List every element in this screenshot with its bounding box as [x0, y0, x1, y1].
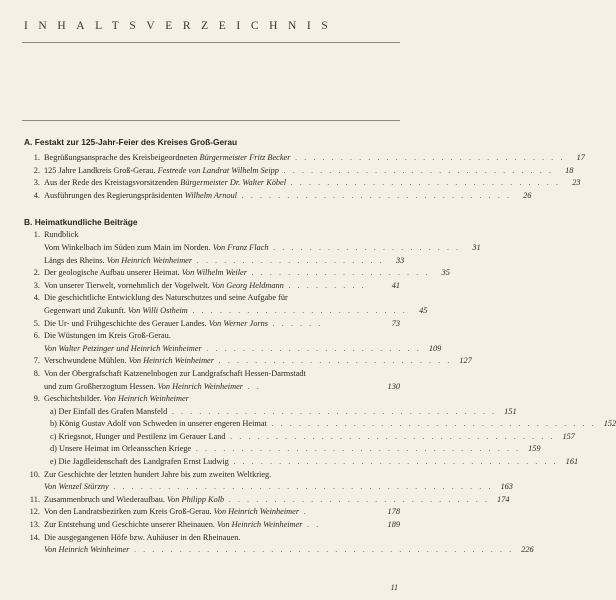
toc-entry: 1. Begrüßungsansprache des Kreisbeigeordneten Bürgermeister Fritz Becker . . . . . . . . . . . . . . . . . . . . . . . . . . . . . . 17	[24, 152, 400, 165]
entry-title: Rundblick	[44, 230, 79, 240]
entry-number: 12.	[29, 507, 40, 517]
entry-title: Gegenwart und Zukunft.	[44, 305, 128, 315]
entry-number: 13.	[29, 520, 40, 530]
entry-title: Zur Entstehung und Geschichte unserer Rheinauen.	[44, 520, 218, 530]
entry-page: 159	[528, 444, 541, 454]
entry-title: Zur Geschichte der letzten hundert Jahre bis zum zweiten Weltkrieg.	[44, 469, 272, 479]
entry-author: Wilhelm Arnoul	[184, 190, 237, 200]
entry-author: Von Georg Heldmann	[211, 280, 284, 290]
entry-title: Die geschichtliche Entwicklung des Naturschutzes und seine Aufgabe für	[44, 293, 288, 303]
entry-page: 23	[572, 178, 581, 188]
toc-entry	[24, 292, 400, 305]
entry-page: 174	[497, 494, 510, 504]
toc-entry: 5. Die Ur- und Frühgeschichte des Gerauer Landes. Von Werner Jorns . . . . . . 73	[24, 318, 400, 331]
entry-number: 10.	[29, 469, 40, 479]
entry-author: Von Heinrich Weinheimer	[157, 381, 244, 391]
entry-page: 26	[523, 190, 532, 200]
subentry-list	[24, 406, 616, 469]
toc-entry: 11. Zusammenbruch und Wiederaufbau. Von Philipp Kolb . . . . . . . . . . . . . . . . . . . . . . . . . . . . . 174	[24, 494, 400, 507]
entry-number: 7.	[33, 356, 40, 366]
entry-title: Die Wüstungen im Kreis Groß-Gerau.	[44, 331, 171, 341]
entry-author: Von Philipp Kolb	[167, 494, 225, 504]
entry-title: Ausführungen des Regierungspräsidenten	[44, 190, 185, 200]
entry-page: 73	[391, 318, 400, 328]
entry-author: Von Heinrich Weinheimer	[128, 356, 214, 366]
entry-page: 18	[565, 165, 574, 175]
entry-number: 3.	[33, 280, 40, 290]
entry-number: 1.	[33, 153, 40, 162]
table-of-contents	[24, 136, 616, 557]
entry-number: 4.	[33, 293, 40, 303]
entry-title: Längs des Rheins.	[44, 255, 107, 265]
entry-author: Bürgermeister Dr. Walter Köbel	[180, 178, 287, 188]
entry-page: 163	[500, 482, 513, 492]
entry-author: Von Heinrich Weinheimer	[217, 520, 303, 530]
entry-number: 3.	[33, 178, 40, 188]
entry-title: Der geologische Aufbau unserer Heimat.	[44, 268, 182, 278]
entry-title: Die ausgegangenen Höfe bzw. Auhäuser in den Rheinauen.	[44, 532, 241, 542]
entry-page: 178	[387, 507, 400, 517]
entry-page: 189	[387, 520, 400, 530]
entry-author: Von Heinrich Weinheimer	[103, 394, 189, 404]
entry-number: 5.	[33, 318, 40, 328]
entry-author: Von Wenzel Stürzny	[44, 482, 109, 492]
entry-author: Von Walter Petzinger und Heinrich Weinheimer	[44, 343, 202, 353]
entry-title: und zum Großherzogtum Hessen.	[44, 381, 158, 391]
toc-subentry: e) Die Jagdleidenschaft des Landgrafen Ernst Ludwig . . . . . . . . . . . . . . . . . . . . . . . . . . . . . . . . . . . . 161	[24, 456, 400, 469]
entry-title: Zusammenbruch und Wiederaufbau.	[44, 494, 168, 504]
entry-author: Bürgermeister Fritz Becker	[199, 153, 291, 162]
entry-page: 31	[472, 242, 481, 252]
entry-number: 11.	[29, 494, 40, 504]
toc-subentry: d) Unsere Heimat im Orleansschen Kriege . . . . . . . . . . . . . . . . . . . . . . . . . . . . . . . . . . . . 159	[24, 443, 400, 456]
entry-title: Vom Winkelbach im Süden zum Main im Norden.	[44, 242, 213, 252]
entry-page: 33	[395, 255, 405, 265]
entry-page: 35	[441, 268, 450, 278]
entry-title: Von unserer Tierwelt, vornehmlich der Vogelwelt.	[44, 280, 212, 290]
toc-entry: 3. Aus der Rede des Kreistagsvorsitzenden Bürgermeister Dr. Walter Köbel . . . . . . . . . . . . . . . . . . . . . . . . . . . . . . 23	[24, 177, 400, 190]
section-a-list	[24, 152, 585, 202]
entry-author: Von Heinrich Weinheimer	[213, 507, 300, 517]
entry-number: 2.	[33, 165, 40, 175]
toc-entry: 3. Von unserer Tierwelt, vornehmlich der Vogelwelt. Von Georg Heldmann . . . . . . . . . 41	[24, 280, 400, 293]
subentry-title: a) Der Einfall des Grafen Mansfeld	[50, 406, 168, 416]
toc-entry	[24, 330, 400, 343]
top-rule	[22, 42, 400, 43]
entry-title: Geschichtsbilder.	[44, 394, 104, 404]
entry-title: Aus der Rede des Kreistagsvorsitzenden	[44, 178, 181, 188]
entry-title: Von den Landratsbezirken zum Kreis Groß-Gerau.	[44, 507, 214, 517]
toc-entry: 2. Der geologische Aufbau unserer Heimat. Von Wilhelm Weiler . . . . . . . . . . . . . . . . . . . . 35	[24, 267, 400, 280]
entry-page: 130	[387, 381, 400, 391]
entry-number: 2.	[33, 268, 40, 278]
entry-page: 157	[562, 431, 575, 441]
subentry-title: c) Kriegsnot, Hunger und Pestilenz im Gerauer Land	[50, 431, 226, 441]
toc-entry: Von Wenzel Stürzny . . . . . . . . . . . . . . . . . . . . . . . . . . . . . . . . . . . . . . . . . . 163	[24, 481, 400, 494]
entry-title: Begrüßungsansprache des Kreisbeigeordneten	[44, 153, 200, 162]
entry-number: 4.	[33, 190, 40, 200]
toc-entry	[24, 368, 400, 381]
entry-page: 161	[565, 457, 579, 467]
entry-number: 6.	[33, 331, 40, 341]
entry-page: 127	[459, 356, 472, 366]
entry-page: 17	[576, 153, 585, 162]
subentry-title: e) Die Jagdleidenschaft des Landgrafen Ernst Ludwig	[50, 457, 229, 467]
entry-page: 226	[521, 545, 534, 555]
entry-page: 109	[428, 343, 442, 353]
entry-number: 1.	[33, 230, 40, 240]
section-a-heading: A. Festakt zur 125-Jahr-Feier des Kreises Groß-Gerau	[24, 137, 238, 147]
page-number: 11	[390, 583, 398, 592]
toc-subentry: b) König Gustav Adolf von Schweden in unserer engeren Heimat . . . . . . . . . . . . . . . . . . . . . . . . . . . . . . . . . . . . 152	[24, 418, 400, 431]
entry-author: Von Werner Jorns	[208, 318, 268, 328]
entry-number: 14.	[29, 532, 40, 542]
entry-title: Von der Obergrafschaft Katzenelnbogen zur Landgrafschaft Hessen-Darmstadt	[44, 368, 306, 378]
toc-entry: 7. Verschwundene Mühlen. Von Heinrich Weinheimer . . . . . . . . . . . . . . . . . . . . . . . . . . 127	[24, 355, 400, 368]
toc-entry: 12. Von den Landratsbezirken zum Kreis Groß-Gerau. Von Heinrich Weinheimer . 178	[24, 506, 400, 519]
entry-title: Die Ur- und Frühgeschichte des Gerauer Landes.	[44, 318, 209, 328]
entry-author: Von Willi Ostheim	[127, 305, 188, 315]
toc-entry	[24, 229, 400, 242]
entry-page: 45	[419, 305, 428, 315]
entry-page: 41	[391, 280, 400, 290]
entry-author: Festrede von Landrat Wilhelm Seipp	[157, 165, 279, 175]
entry-page: 152	[603, 419, 616, 429]
entry-author: Von Heinrich Weinheimer	[106, 255, 193, 265]
entry-title: 125 Jahre Landkreis Groß-Gerau.	[44, 165, 158, 175]
toc-entry: Von Walter Petzinger und Heinrich Weinheimer . . . . . . . . . . . . . . . . . . . . . . . . 109	[24, 343, 400, 356]
entry-number: 8.	[33, 368, 40, 378]
toc-entry	[24, 532, 400, 545]
toc-entry: 4. Ausführungen des Regierungspräsidenten Wilhelm Arnoul . . . . . . . . . . . . . . . . . . . . . . . . . . . . . . 26	[24, 190, 400, 203]
entry-number: 9.	[33, 394, 40, 404]
toc-entry: 2. 125 Jahre Landkreis Groß-Gerau. Festrede von Landrat Wilhelm Seipp . . . . . . . . . . . . . . . . . . . . . . . . . . . . . . 18	[24, 165, 400, 178]
toc-entry	[24, 469, 400, 482]
entry-author: Von Wilhelm Weiler	[181, 268, 247, 278]
toc-entry: Längs des Rheins. Von Heinrich Weinheimer . . . . . . . . . . . . . . . . . . . . . 33	[24, 255, 400, 268]
page-title: INHALTSVERZEICHNIS	[24, 20, 339, 32]
entry-author: Von Heinrich Weinheimer	[44, 545, 130, 555]
toc-entry: Vom Winkelbach im Süden zum Main im Norden. Von Franz Flach . . . . . . . . . . . . . . . . . . . . . 31	[24, 242, 400, 255]
toc-entry: Von Heinrich Weinheimer . . . . . . . . . . . . . . . . . . . . . . . . . . . . . . . . . . . . . . . . . . 226	[24, 544, 400, 557]
entry-title: Verschwundene Mühlen.	[44, 356, 129, 366]
toc-entry: Gegenwart und Zukunft. Von Willi Ostheim . . . . . . . . . . . . . . . . . . . . . . . . 45	[24, 305, 400, 318]
toc-entry: und zum Großherzogtum Hessen. Von Heinrich Weinheimer . . 130	[24, 381, 400, 394]
section-b-heading: B. Heimatkundliche Beiträge	[24, 217, 138, 228]
divider-rule	[22, 120, 400, 121]
toc-subentry: c) Kriegsnot, Hunger und Pestilenz im Gerauer Land . . . . . . . . . . . . . . . . . . . . . . . . . . . . . . . . . . . . 157	[24, 431, 400, 444]
subentry-title: b) König Gustav Adolf von Schweden in unserer engeren Heimat	[50, 419, 267, 429]
toc-subentry: a) Der Einfall des Grafen Mansfeld . . . . . . . . . . . . . . . . . . . . . . . . . . . . . . . . . . . . 151	[24, 406, 400, 419]
entry-author: Von Franz Flach	[212, 242, 269, 252]
toc-entry: 13. Zur Entstehung und Geschichte unserer Rheinauen. Von Heinrich Weinheimer . . 189	[24, 519, 400, 532]
entry-page: 151	[504, 406, 517, 416]
subentry-title: d) Unsere Heimat im Orleansschen Kriege	[50, 444, 192, 454]
toc-entry	[24, 393, 400, 406]
